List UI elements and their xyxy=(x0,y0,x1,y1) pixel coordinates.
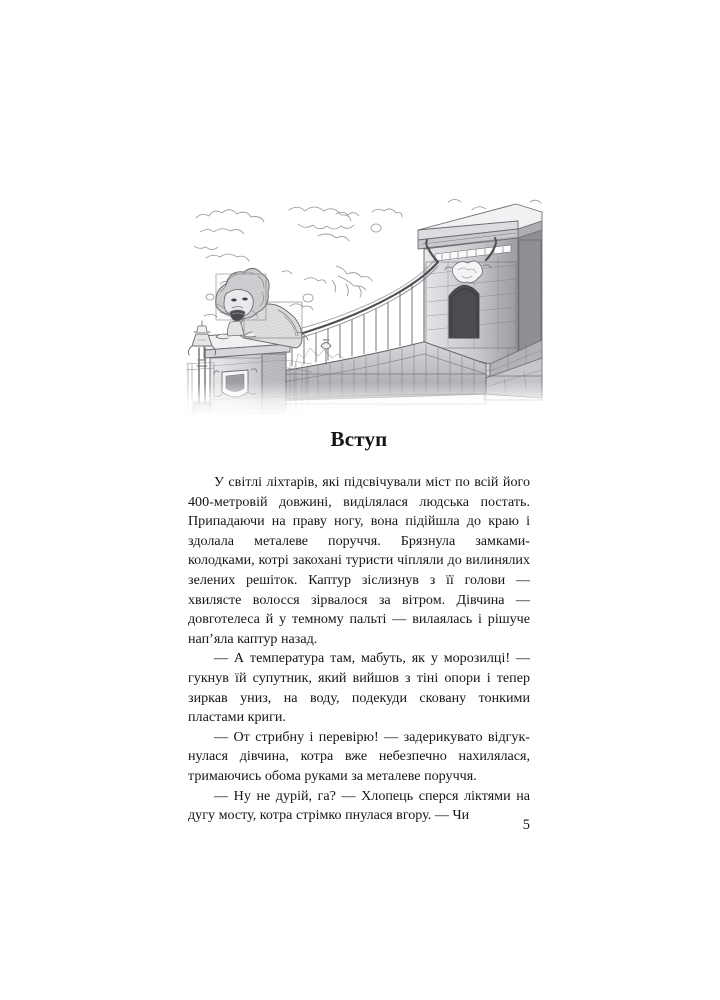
page-number: 5 xyxy=(522,817,530,833)
body-paragraph-1: У світлі ліхтарів, які підсвічували міст по всій його 400-метровій довжині, виділялася людська постать. Припадаючи на праву ногу, вона підійшла до краю і здолала металеве поруччя. Брязнула замками-колодками, котрі закохані туристи чіпляли до вилинялих зелених решіток. Каптур зіслизнув з її голови — хвилясте волосся зірвалося за вітром. Дівчина — довготелеса й у темному пальті — вилаялась і рішуче нап’яла каптур назад. xyxy=(188,474,530,647)
text-column xyxy=(188,428,530,826)
chapter-title: Вступ xyxy=(330,427,388,451)
body-paragraph-4: — Ну не дурій, га? — Хлопець сперся ліктями на дугу мосту, котра стрімко пнулася вгору. — Чи xyxy=(188,787,530,824)
illustration-canvas xyxy=(186,188,546,416)
body-paragraph-3: — От стрибну і перевірю! — задерикувато відгукнулася дівчина, котра вже небезпечно нахилялася, тримаючись обома руками за металеве поруччя. xyxy=(188,728,530,784)
lion-statue xyxy=(216,268,308,348)
body-paragraph-2: — А температура там, мабуть, як у морозилці! — гукнув їй супутник, який вийшов з тіні опори і тепер зиркав униз, на воду, подекуди сковану тонкими пластами криги. xyxy=(188,650,530,726)
tower-arch xyxy=(449,285,479,338)
chain-bridge-pencil-sketch xyxy=(186,188,546,416)
